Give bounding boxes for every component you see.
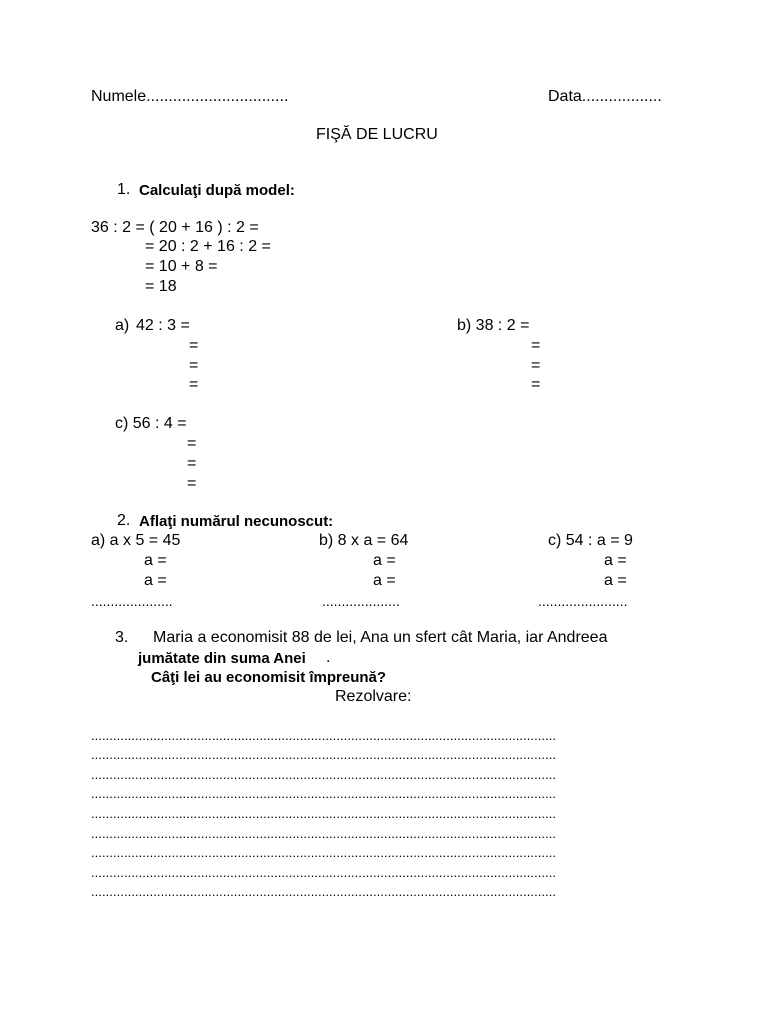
exercise-1b-expression: b) 38 : 2 = bbox=[457, 317, 530, 334]
blank-equation: = bbox=[189, 376, 199, 393]
model-line: 36 : 2 = ( 20 + 16 ) : 2 = bbox=[91, 219, 259, 236]
blank-equation: = bbox=[187, 455, 197, 472]
blank-equation: a = bbox=[373, 552, 396, 569]
blank-equation: = bbox=[187, 435, 197, 452]
blank-equation: a = bbox=[144, 552, 167, 569]
blank-equation: = bbox=[189, 337, 199, 354]
blank-equation: a = bbox=[144, 572, 167, 589]
exercise-1a-label: a) bbox=[115, 317, 130, 334]
answer-dots: .................... bbox=[322, 593, 400, 609]
date-field: Data.................. bbox=[548, 88, 662, 105]
exercise-1-number: 1. bbox=[117, 181, 131, 198]
blank-equation: a = bbox=[373, 572, 396, 589]
answer-line: ............................................................................................................................... bbox=[91, 845, 557, 860]
answer-line: ............................................................................................................................... bbox=[91, 786, 557, 801]
exercise-2c-expression: c) 54 : a = 9 bbox=[548, 532, 633, 549]
exercise-2-instruction: Aflaţi numărul necunoscut: bbox=[139, 513, 334, 530]
exercise-3-question: Câţi lei au economisit împreună? bbox=[151, 669, 387, 686]
solution-label: Rezolvare: bbox=[335, 688, 412, 705]
exercise-2-number: 2. bbox=[117, 512, 131, 529]
answer-line: ............................................................................................................................... bbox=[91, 865, 557, 880]
blank-equation: = bbox=[531, 357, 541, 374]
exercise-3-statement-line2: jumătate din suma Anei bbox=[138, 650, 306, 667]
answer-line: ............................................................................................................................... bbox=[91, 884, 557, 899]
exercise-2a-expression: a) a x 5 = 45 bbox=[91, 532, 181, 549]
answer-line: ............................................................................................................................... bbox=[91, 806, 557, 821]
answer-dots: ..................... bbox=[91, 593, 173, 609]
model-line: = 10 + 8 = bbox=[145, 258, 218, 275]
model-line: = 20 : 2 + 16 : 2 = bbox=[145, 238, 271, 255]
answer-line: ............................................................................................................................... bbox=[91, 767, 557, 782]
blank-equation: = bbox=[187, 475, 197, 492]
answer-line: ............................................................................................................................... bbox=[91, 747, 557, 762]
exercise-3-statement-line1: Maria a economisit 88 de lei, Ana un sfert cât Maria, iar Andreea bbox=[153, 629, 608, 646]
blank-equation: = bbox=[189, 357, 199, 374]
blank-equation: = bbox=[531, 376, 541, 393]
blank-equation: a = bbox=[604, 572, 627, 589]
name-field: Numele................................ bbox=[91, 88, 289, 105]
blank-equation: a = bbox=[604, 552, 627, 569]
exercise-1a-expression: 42 : 3 = bbox=[136, 317, 190, 334]
answer-line: ............................................................................................................................... bbox=[91, 728, 557, 743]
exercise-1-instruction: Calculaţi după model: bbox=[139, 182, 295, 199]
exercise-3-number: 3. bbox=[115, 629, 129, 646]
blank-equation: = bbox=[531, 337, 541, 354]
model-line: = 18 bbox=[145, 278, 177, 295]
exercise-1c-expression: c) 56 : 4 = bbox=[115, 415, 187, 432]
answer-line: ............................................................................................................................... bbox=[91, 826, 557, 841]
page-title: FIŞĂ DE LUCRU bbox=[316, 126, 438, 143]
exercise-3-statement-period: . bbox=[326, 649, 331, 666]
answer-dots: ....................... bbox=[538, 593, 628, 609]
exercise-2b-expression: b) 8 x a = 64 bbox=[319, 532, 409, 549]
